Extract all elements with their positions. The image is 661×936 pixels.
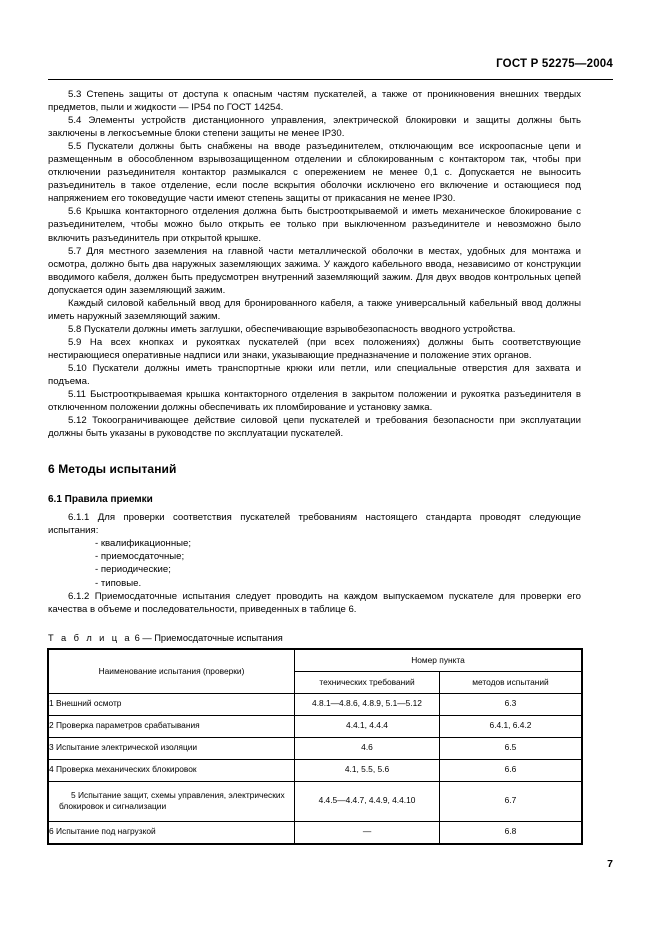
paragraph-5-4: 5.4 Элементы устройств дистанционного управления, электрической блокировки и защиты должны быть заключены в легкосъемные блоки степени защиты не менее IP30.: [48, 115, 581, 140]
cell-technical-requirements: 4.4.5—4.4.7, 4.4.9, 4.4.10: [295, 781, 440, 821]
paragraph-5-6: 5.6 Крышка контакторного отделения должна быть быстрооткрываемой и иметь механическое блокирование с разъединителем, чтобы можно было открыть ее только при выключенном разъединителе и невозможно было включить разъединитель при открытой крышке.: [48, 206, 581, 244]
subsection-6-1-title: 6.1 Правила приемки: [48, 494, 153, 506]
list-item: - приемосдаточные;: [95, 551, 185, 563]
cell-test-methods: 6.4.1, 6.4.2: [440, 715, 582, 737]
cell-test-name: 5 Испытание защит, схемы управления, электрических блокировок и сигнализации: [49, 781, 295, 821]
table-body: [49, 693, 582, 843]
cell-technical-requirements: 4.6: [295, 737, 440, 759]
paragraph-5-10: 5.10 Пускатели должны иметь транспортные крюки или петли, или специальные отверстия для захвата и подъема.: [48, 362, 581, 388]
header-test-methods: методов испытаний: [440, 671, 582, 693]
cell-technical-requirements: 4.8.1—4.8.6, 4.8.9, 5.1—5.12: [295, 693, 440, 715]
paragraph-5-9: 5.9 На всех кнопках и рукоятках пускателей (при всех положениях) должны быть соответствующие нестирающиеся оперативные надписи или знаки, указывающие предназначение и положение этих органов.: [48, 336, 581, 361]
list-item: - квалификационные;: [95, 538, 192, 550]
cell-test-name: 2 Проверка параметров срабатывания: [49, 715, 295, 737]
cell-test-name: 6 Испытание под нагрузкой: [49, 821, 295, 843]
paragraph-5-11: 5.11 Быстрооткрываемая крышка контакторного отделения в закрытом положении и рукоятка разъединителя в отключенном положении должны обеспечивать их пломбирование и установку замка.: [48, 389, 581, 414]
table-header-row-1: [49, 649, 582, 671]
table-caption: [48, 633, 581, 643]
table-row: [49, 781, 582, 821]
header-technical-requirements: технических требований: [295, 671, 440, 693]
table-head: [49, 649, 582, 693]
cell-test-name: 3 Испытание электрической изоляции: [49, 737, 295, 759]
cell-test-name: 1 Внешний осмотр: [49, 693, 295, 715]
paragraph-5-3: 5.3 Степень защиты от доступа к опасным частям пускателей, а также от проникновения внешних твердых предметов, пыли и жидкости — IP54 по ГОСТ 14254.: [48, 89, 581, 114]
standard-identifier: ГОСТ Р 52275—2004: [496, 58, 613, 70]
cell-test-methods: 6.7: [440, 781, 582, 821]
cell-technical-requirements: 4.4.1, 4.4.4: [295, 715, 440, 737]
section-6-title: 6 Методы испытаний: [48, 462, 177, 477]
table-row: [49, 715, 582, 737]
table-caption-text: 6 — Приемосдаточные испытания: [132, 632, 283, 643]
paragraph-5-7-continuation: Каждый силовой кабельный ввод для бронированного кабеля, а также универсальный кабельный ввод должны иметь наружный заземляющий зажим.: [48, 297, 581, 322]
cell-test-methods: 6.8: [440, 821, 582, 843]
table-row: [49, 737, 582, 759]
paragraph-6-1-2: 6.1.2 Приемосдаточные испытания следует проводить на каждом выпускаемом пускателе для проверки его качества в объеме и последовательности, приведенных в таблице 6.: [48, 590, 581, 615]
cell-test-methods: 6.6: [440, 759, 582, 781]
test-types-list: [48, 537, 581, 589]
cell-test-methods: 6.3: [440, 693, 582, 715]
paragraph-5-12: 5.12 Токоограничивающее действие силовой цепи пускателей и требования безопасности при эксплуатации должны быть указаны в руководстве по эксплуатации пускателей.: [48, 415, 581, 440]
table-row: [49, 759, 582, 781]
acceptance-tests-table: [48, 649, 582, 844]
paragraph-6-1-1: 6.1.1 Для проверки соответствия пускателей требованиям настоящего стандарта проводят следующие испытания:: [48, 512, 581, 537]
spacer-after-section-6-title: [48, 476, 581, 494]
paragraph-5-7: 5.7 Для местного заземления на главной части металлической оболочки в местах, удобных для монтажа и осмотра, должно быть два наружных заземляющих зажима. У каждого кабельного ввода, независимо от конструкции вводимого кабеля, должен быть предусмотрен внутренний заземляющий зажим. Для двух вводов контрольных цепей допускается один заземляющий зажим.: [48, 245, 581, 296]
table-row: [49, 821, 582, 843]
cell-technical-requirements: —: [295, 821, 440, 843]
cell-test-name: 4 Проверка механических блокировок: [49, 759, 295, 781]
cell-technical-requirements: 4.1, 5.5, 5.6: [295, 759, 440, 781]
list-item: - периодические;: [95, 564, 171, 576]
table-caption-label: Т а б л и ц а: [48, 632, 132, 643]
table-row: [49, 693, 582, 715]
page-content: [48, 88, 581, 844]
page-number: 7: [607, 858, 613, 870]
header-clause-number: Номер пункта: [295, 649, 582, 671]
paragraph-5-5: 5.5 Пускатели должны быть снабжены на вводе разъединителем, отключающим все искроопасные цепи и размещенным в обособленном взрывозащищенном отделении и сблокированным с контактором так, чтобы при отключении разъединителя контактор размыкался с опережением не менее 0,1 с. Допускается не выносить разъединитель в такое отделение, если после вскрытия оболочки исключено его включение и остающиеся под напряжением его токоведущие части имеют степень защиты от прикасания не менее IP30.: [48, 141, 581, 205]
page-header: [48, 58, 613, 80]
header-rule: [48, 79, 613, 80]
header-test-name: Наименование испытания (проверки): [49, 649, 295, 693]
cell-test-methods: 6.5: [440, 737, 582, 759]
list-item: - типовые.: [95, 577, 142, 589]
paragraph-5-8: 5.8 Пускатели должны иметь заглушки, обеспечивающие взрывобезопасность вводного устройства.: [68, 323, 516, 335]
spacer-before-section-6: [48, 440, 581, 462]
